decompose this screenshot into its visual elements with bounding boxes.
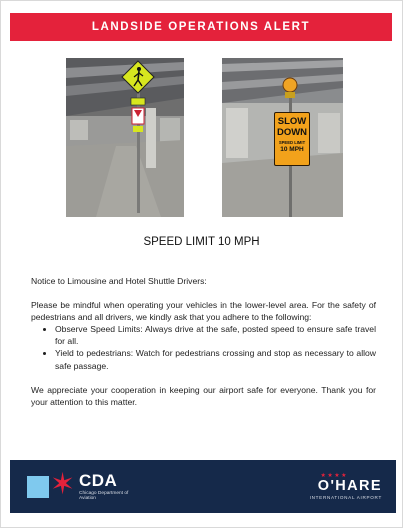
sign-line-10-mph: 10 MPH (280, 146, 304, 153)
photo-pedestrian-sign (66, 58, 184, 217)
chicago-flag-icon (27, 476, 49, 498)
sign-line-speed-limit: SPEED LIMIT (278, 140, 306, 145)
sign-line-down: DOWN (276, 127, 308, 138)
notice-closing: We appreciate your cooperation in keeping our airport safe for everyone. Thank you for your attention to this matter. (31, 384, 376, 407)
notice-salutation: Notice to Limousine and Hotel Shuttle Drivers: (31, 276, 207, 286)
sign-line-slow: SLOW (277, 116, 307, 127)
notice-body (31, 275, 376, 408)
notice-bullets (31, 323, 376, 371)
ohare-logo-subtitle: INTERNATIONAL AIRPORT (309, 495, 382, 500)
slow-down-sign (274, 112, 310, 166)
bullet-yield-pedestrians: • Yield to pedestrians: Watch for pedestrians crossing and stop as necessary to allow safe passage. (55, 347, 376, 371)
footer-bar (10, 460, 396, 513)
notice-subject: SPEED LIMIT 10 MPH (143, 236, 260, 248)
cda-logo-subtitle: Chicago Department of Aviation (79, 491, 129, 502)
ohare-stars-icon: ★★★★ (320, 473, 348, 479)
photo-slow-down-sign (222, 58, 343, 217)
ohare-logo-word: O'HARE (317, 478, 382, 494)
cda-logo-word: CDA (79, 471, 118, 490)
bullet-speed-limits: • Observe Speed Limits: Always drive at the safe, posted speed to ensure safe travel for all. (55, 323, 376, 347)
alert-banner: LANDSIDE OPERATIONS ALERT (10, 13, 392, 41)
star-icon: ✶ (50, 468, 76, 501)
ohare-logo (292, 472, 382, 504)
notice-intro: Please be mindful when operating your vehicles in the lower-level area. For the safety of pedestrians and all drivers, we kindly ask that you adhere to the following: (31, 300, 376, 323)
